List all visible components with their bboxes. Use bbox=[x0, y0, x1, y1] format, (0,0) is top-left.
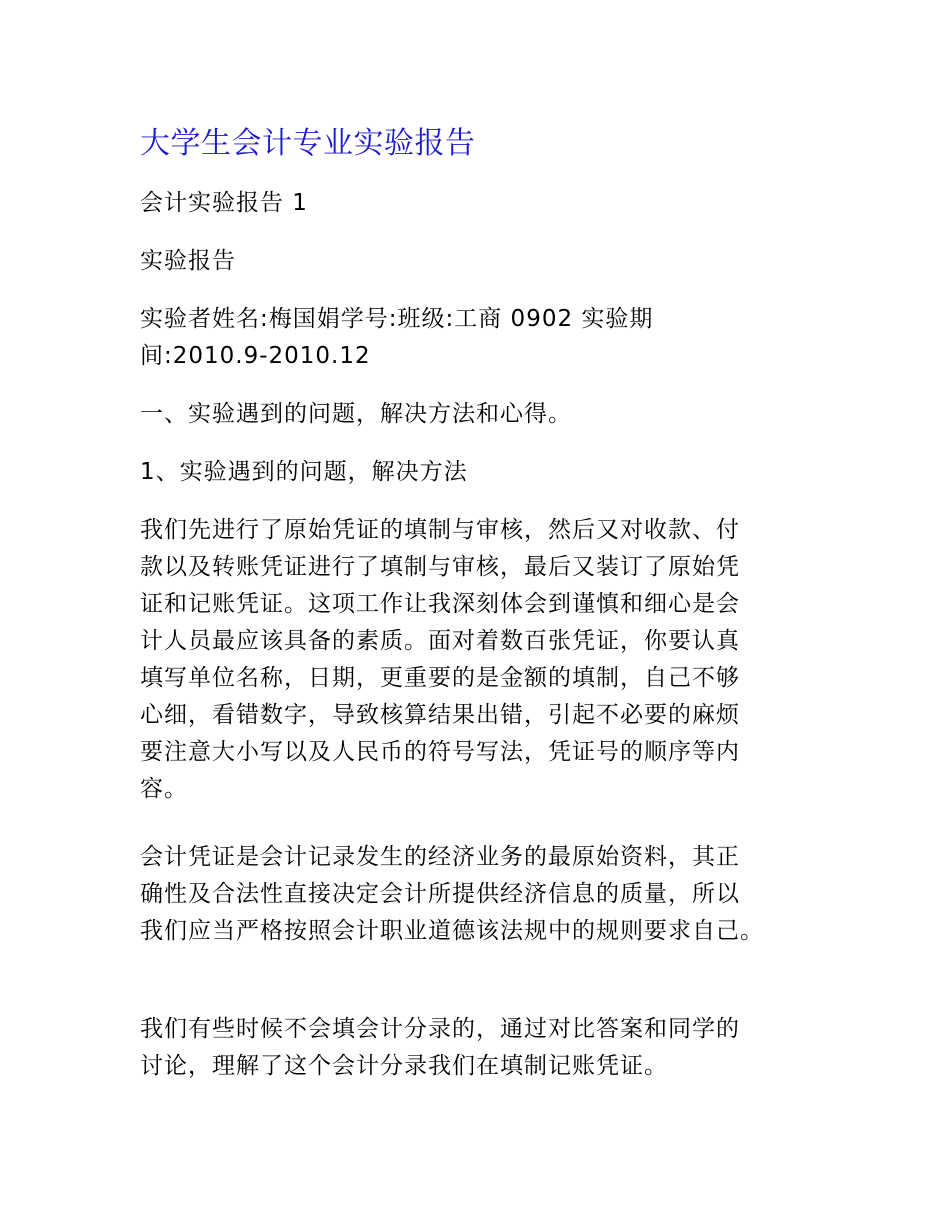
document-title: 大学生会计专业实验报告 bbox=[140, 126, 476, 161]
info-line: 实验者姓名:梅国娟学号:班级:工商 0902 实验期 bbox=[140, 306, 654, 332]
paragraph-2-line: 确性及合法性直接决定会计所提供经济信息的质量，所以 bbox=[140, 881, 740, 907]
heading-1-1: 1、实验遇到的问题，解决方法 bbox=[140, 459, 468, 485]
paragraph-1-line: 容。 bbox=[140, 776, 188, 802]
paragraph-1-line: 计人员最应该具备的素质。面对着数百张凭证，你要认真 bbox=[140, 628, 740, 654]
paragraph-3-line: 讨论，理解了这个会计分录我们在填制记账凭证。 bbox=[140, 1053, 668, 1079]
heading-1: 一、实验遇到的问题，解决方法和心得。 bbox=[140, 401, 572, 427]
paragraph-1-line: 我们先进行了原始凭证的填制与审核，然后又对收款、付 bbox=[140, 517, 740, 543]
info-line: 间:2010.9-2010.12 bbox=[140, 343, 371, 369]
paragraph-1-line: 填写单位名称，日期，更重要的是金额的填制，自己不够 bbox=[140, 665, 740, 691]
subtitle: 会计实验报告 1 bbox=[140, 190, 308, 216]
section-heading: 实验报告 bbox=[140, 248, 236, 274]
paragraph-3-line: 我们有些时候不会填会计分录的，通过对比答案和同学的 bbox=[140, 1016, 740, 1042]
paragraph-2-line: 我们应当严格按照会计职业道德该法规中的规则要求自己。 bbox=[140, 918, 764, 944]
paragraph-1-line: 证和记账凭证。这项工作让我深刻体会到谨慎和细心是会 bbox=[140, 591, 740, 617]
paragraph-1-line: 款以及转账凭证进行了填制与审核，最后又装订了原始凭 bbox=[140, 554, 740, 580]
paragraph-2-line: 会计凭证是会计记录发生的经济业务的最原始资料，其正 bbox=[140, 844, 740, 870]
paragraph-1-line: 心细，看错数字，导致核算结果出错，引起不必要的麻烦 bbox=[140, 702, 740, 728]
paragraph-1-line: 要注意大小写以及人民币的符号写法，凭证号的顺序等内 bbox=[140, 739, 740, 765]
